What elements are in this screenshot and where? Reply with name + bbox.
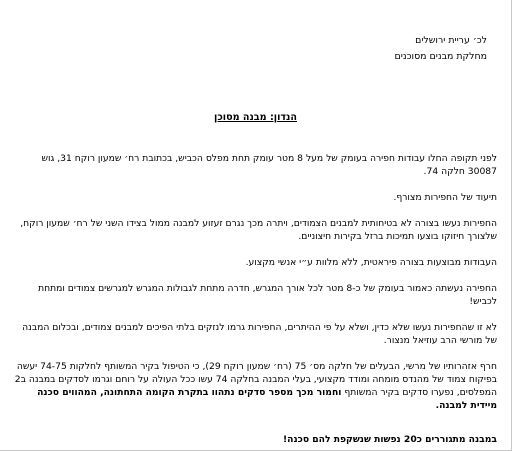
recipient-block <box>395 33 488 65</box>
paragraph-warnings <box>12 360 497 412</box>
paragraph-unsafe-work: החפירות נעשו בצורה לא בטיחותית למבנים הצמודים, ויתרה מכך נגרם זעזוע למבנה ממול בצידו השני של רח׳ שמעון רוקח, שלצורך חיזוקו בוצעו תמיכות ברזל בקירות חיצוניים. <box>20 218 497 242</box>
closing-warning: במבנה מתגוררים כ20 נפשות שנשקפת להם סכנה! <box>282 434 497 445</box>
paragraph-warnings-text: חרף אזהרותיו של מרשי, הבעלים של חלקה מס׳ 75 (רח׳ שמעון רוקח 29), כי הטיפול בקיר המשותף לחלקות 74-75 יעשה בפיקוח צמוד של מהנדס מומחה ומודד מקצועי, בעלי המבנה בחלקה 74 עשו ככל העולה על רוחם וגרמו לסדקים במבנה ב2 המפלסים, נפערו סדקים בקיר המשותף <box>14 361 497 398</box>
paragraph-pirate-work: העבודות מבוצעות בצורה פיראטית, ללא מלוות ע״י אנשי מקצוע. <box>245 257 497 268</box>
recipient-line-1: לכ׳ עריית ירושלים <box>415 35 487 46</box>
paragraph-depth: החפירה נעשתה כאמור בעומק של כ-8 מטר לכל אורך המגרש, חדרה מתחת לגבולות המגרש למגרשים צמודים ומתחת לכביש! <box>38 283 497 307</box>
paragraph-warnings-bold: וחמור מכך מספר סדקים נתהוו בתקרת הקומה התחתונה, המהווים סכנה מיידית למבנה. <box>37 387 497 411</box>
letter-body <box>12 152 497 412</box>
paragraph-damage: לא זו שהחפירות נעשו שלא כדין, ושלא על פי ההיתרים, החפירות גרמו לנזקים בלתי הפיכים למבנים צמודים, ובכלום המבנה של מורשי הרב עוזיאל מנצור. <box>22 322 497 346</box>
paragraph-excavation: לפני תקופה החלו עבודות חפירה בעומק של מעל 8 מטר עומק תחת מפלס הכביש, בכתובת רח׳ שמעון רוקח 31, גוש 30087 חלקה 74. <box>41 153 497 177</box>
letter-subject: הנדון: מבנה מסוכן <box>214 112 297 123</box>
paragraph-documentation: תיעוד של החפירות מצורף. <box>393 192 497 203</box>
recipient-line-2: מחלקת מבנים מסוכנים <box>394 51 487 62</box>
